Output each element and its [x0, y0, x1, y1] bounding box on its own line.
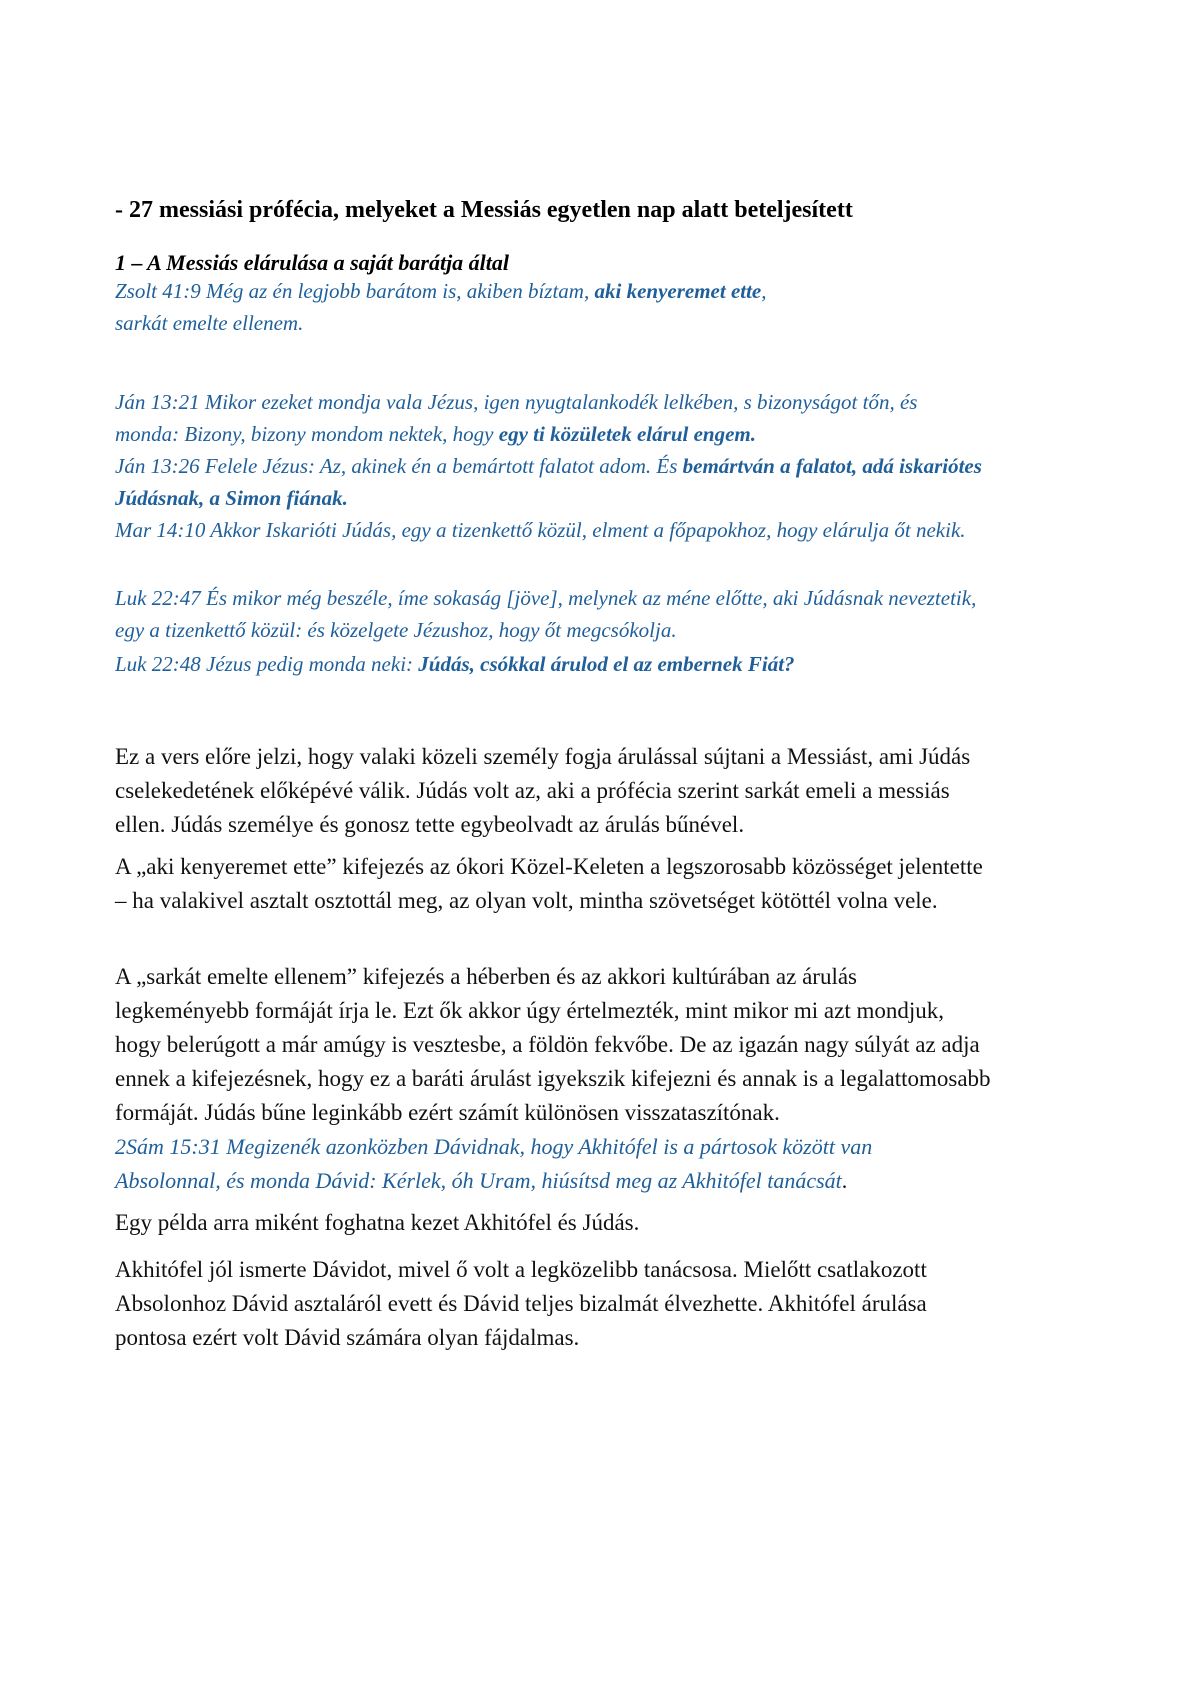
- verse-text: Luk 22:47 És mikor még beszéle, íme sokaság [jöve], melynek az méne előtte, aki Júdásnak neveztetik, egy a tizenkettő közül: és közelgete Jézushoz, hogy őt megcsókolja.: [115, 586, 977, 642]
- verse-2sam-15-31: [115, 1130, 975, 1198]
- verse-jan-13-21: [115, 386, 985, 450]
- verse-text: Luk 22:48 Jézus pedig monda neki:: [115, 652, 419, 676]
- paragraph-4: Egy példa arra miként foghatna kezet Akhitófel és Júdás.: [115, 1210, 640, 1235]
- verse-text: , sarkát emelte ellenem.: [115, 279, 767, 335]
- verse-text: Ján 13:21 Mikor ezeket mondja vala Jézus, igen nyugtalankodék lelkében, s bizonyságot tőn, és monda: Bizony, bizony mondom nektek, hogy: [115, 390, 918, 446]
- verse-emphasis: aki kenyeremet ette: [594, 279, 762, 303]
- verse-emphasis: bemártván a falatot, adá iskariótes Júdásnak, a Simon fiának.: [115, 454, 982, 510]
- verse-mar-14-10: [115, 514, 985, 546]
- paragraph-5: Akhitófel jól ismerte Dávidot, mivel ő volt a legközelibb tanácsosa. Mielőtt csatlakozott Absolonhoz Dávid asztaláról evett és Dávid teljes bizalmát élvezhette. Akhitófel árulása pontosa ezért volt Dávid számára olyan fájdalmas.: [115, 1257, 927, 1350]
- verse-luk-22-47: [115, 582, 985, 646]
- verse-text: Ján 13:26 Felele Jézus: Az, akinek én a bemártott falatot adom. És: [115, 454, 683, 478]
- paragraph-3: A „sarkát emelte ellenem” kifejezés a héberben és az akkori kultúrában az árulás legkeményebb formáját írja le. Ezt ők akkor úgy értelmezték, mint mikor mi azt mondjuk, hogy belerúgott a már amúgy is vesztesbe, a földön fekvőbe. De az igazán nagy súlyát az adja ennek a kifejezésnek, hogy ez a baráti árulást igyekszik kifejezni és annak is a legalattomosabb formáját. Júdás bűne leginkább ezért számít különösen visszataszítónak.: [115, 964, 991, 1125]
- verse-end-punctuation: .: [841, 1168, 848, 1193]
- paragraph-1: Ez a vers előre jelzi, hogy valaki közeli személy fogja árulással sújtani a Messiást, ami Júdás cselekedetének előképévé válik. Júdás volt az, aki a prófécia szerint sarkát emeli a messiás ellen. Júdás személye és gonosz tette egybeolvadt az árulás bűnével.: [115, 744, 971, 837]
- section-heading: 1 – A Messiás elárulása a saját barátja által: [115, 250, 510, 275]
- verse-text: Zsolt 41:9 Még az én legjobb barátom is, akiben bíztam,: [115, 279, 595, 303]
- verse-emphasis: Júdás, csókkal árulod el az embernek Fiát?: [418, 652, 795, 676]
- verse-luk-22-48: [115, 648, 985, 680]
- verse-text: 2Sám 15:31 Megizenék azonközben Dávidnak, hogy Akhitófel is a pártosok között van Absolonnal, és monda Dávid: Kérlek, óh Uram, hiúsítsd meg az Akhitófel tanácsát: [115, 1134, 873, 1193]
- paragraph-2: A „aki kenyeremet ette” kifejezés az ókori Közel-Keleten a legszorosabb közösséget jelentette – ha valakivel asztalt osztottál meg, az olyan volt, mintha szövetséget kötöttél volna vele.: [115, 854, 983, 913]
- verse-emphasis: egy ti közületek elárul engem.: [498, 422, 756, 446]
- verse-jan-13-26: [115, 450, 985, 514]
- verse-text: Mar 14:10 Akkor Iskarióti Júdás, egy a tizenkettő közül, elment a főpapokhoz, hogy elárulja őt nekik.: [115, 518, 966, 542]
- verse-zsolt-41-9: [115, 275, 795, 339]
- document-title: - 27 messiási prófécia, melyeket a Messiás egyetlen nap alatt beteljesített: [115, 197, 853, 223]
